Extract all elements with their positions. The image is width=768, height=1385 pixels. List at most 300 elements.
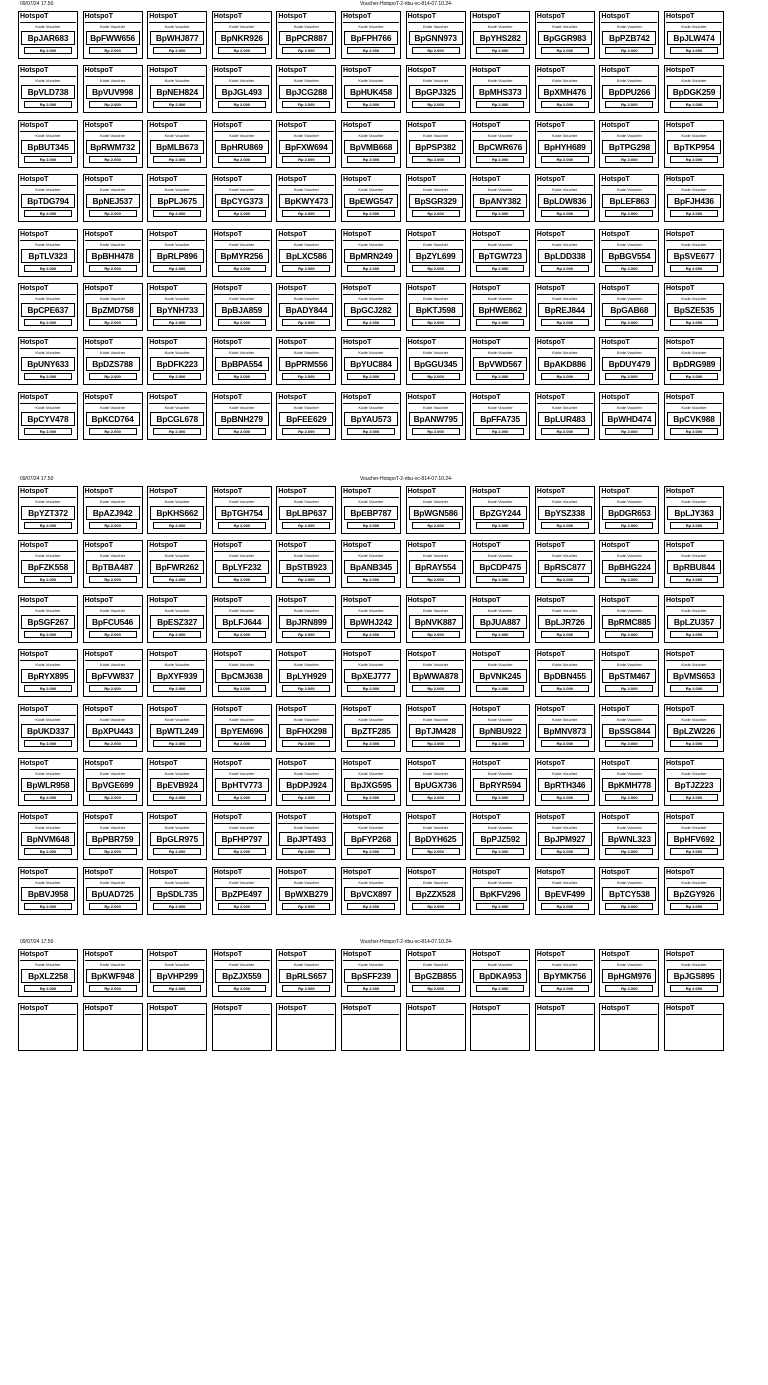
voucher-price: Rp 2.000 [89, 373, 137, 380]
voucher-code: BpJGS895 [667, 969, 721, 983]
voucher-label: Kode Voucher [487, 296, 513, 301]
voucher-card [406, 540, 466, 588]
voucher-label: Kode Voucher [487, 404, 513, 410]
voucher-code: BpZGY244 [473, 506, 527, 520]
voucher-code: BpLJR726 [538, 615, 592, 629]
voucher-label: Kode Voucher [229, 879, 255, 885]
voucher-card [599, 704, 659, 752]
voucher-code: BpUNY633 [21, 357, 75, 371]
voucher-card [535, 595, 595, 643]
voucher-brand: HotspoT [666, 813, 722, 824]
voucher-code: BpSSG844 [602, 724, 656, 738]
voucher-price: Rp 2.000 [412, 47, 460, 54]
voucher-code: BpFPH766 [344, 31, 398, 45]
voucher-label: Kode Voucher [100, 499, 126, 504]
voucher-label: Kode Voucher [358, 404, 384, 410]
voucher-brand: HotspoT [408, 175, 464, 186]
voucher-price: Rp 2.000 [24, 903, 72, 910]
voucher-card [212, 704, 272, 752]
voucher-brand: HotspoT [343, 596, 399, 607]
voucher-code: BpANW795 [409, 412, 463, 426]
voucher-code: BpXLZ258 [21, 969, 75, 983]
voucher-price: Rp 2.000 [153, 101, 201, 108]
voucher-brand: HotspoT [343, 705, 399, 716]
voucher-card [147, 229, 207, 277]
voucher-price: Rp 2.000 [670, 985, 718, 992]
voucher-price: Rp 2.000 [412, 265, 460, 272]
voucher-brand: HotspoT [85, 393, 141, 404]
voucher-code: BpXPU443 [86, 724, 140, 738]
voucher-price: Rp 2.000 [670, 210, 718, 217]
voucher-code: BpMNV873 [538, 724, 592, 738]
voucher-brand: HotspoT [408, 487, 464, 498]
voucher-brand: HotspoT [343, 1004, 399, 1015]
voucher-card [18, 486, 78, 534]
voucher-brand: HotspoT [278, 175, 334, 186]
voucher-code: BpHTV773 [215, 778, 269, 792]
voucher-price: Rp 2.000 [282, 265, 330, 272]
voucher-code: BpZYL699 [409, 249, 463, 263]
voucher-code: BpVWD567 [473, 357, 527, 371]
voucher-brand: HotspoT [408, 650, 464, 661]
voucher-code: BpLZW226 [667, 724, 721, 738]
voucher-card [664, 65, 724, 113]
voucher-price: Rp 2.000 [24, 685, 72, 692]
voucher-card [599, 337, 659, 385]
voucher-brand: HotspoT [472, 338, 528, 349]
voucher-brand: HotspoT [666, 650, 722, 661]
voucher-code: BpKWF948 [86, 969, 140, 983]
voucher-code: BpFYP268 [344, 832, 398, 846]
voucher-label: Kode Voucher [681, 825, 707, 831]
voucher-code: BpSGR329 [409, 194, 463, 208]
voucher-code: BpCPE637 [21, 303, 75, 317]
voucher-brand: HotspoT [20, 1004, 76, 1015]
voucher-brand: HotspoT [149, 650, 205, 661]
voucher-brand: HotspoT [278, 759, 334, 770]
voucher-brand: HotspoT [343, 12, 399, 23]
voucher-card [276, 174, 336, 222]
voucher-brand: HotspoT [601, 868, 657, 879]
voucher-brand: HotspoT [85, 1004, 141, 1015]
voucher-label: Kode Voucher [229, 187, 255, 193]
voucher-card [83, 337, 143, 385]
voucher-brand: HotspoT [408, 12, 464, 23]
voucher-label: Kode Voucher [164, 607, 190, 613]
voucher-label: Kode Voucher [35, 78, 61, 84]
voucher-card [18, 867, 78, 915]
voucher-code: BpWXB279 [279, 887, 333, 901]
voucher-label: Kode Voucher [293, 350, 319, 356]
voucher-label: Kode Voucher [229, 78, 255, 84]
voucher-brand: HotspoT [666, 338, 722, 349]
voucher-code: BpFVW837 [86, 669, 140, 683]
voucher-brand: HotspoT [408, 813, 464, 824]
voucher-brand: HotspoT [149, 541, 205, 552]
voucher-card [212, 174, 272, 222]
voucher-brand: HotspoT [278, 12, 334, 23]
voucher-label: Kode Voucher [293, 825, 319, 831]
voucher-label: Kode Voucher [552, 553, 578, 559]
voucher-card [276, 949, 336, 997]
voucher-price: Rp 2.000 [670, 794, 718, 801]
voucher-brand: HotspoT [408, 541, 464, 552]
voucher-brand: HotspoT [601, 338, 657, 349]
voucher-card [406, 867, 466, 915]
voucher-card [276, 392, 336, 440]
voucher-label: Kode Voucher [100, 350, 126, 356]
voucher-label: Kode Voucher [164, 187, 190, 193]
voucher-card [599, 867, 659, 915]
voucher-label: Kode Voucher [358, 187, 384, 193]
voucher-label: Kode Voucher [681, 716, 707, 722]
voucher-label: Kode Voucher [164, 825, 190, 831]
voucher-label: Kode Voucher [616, 962, 642, 967]
voucher-brand: HotspoT [278, 705, 334, 716]
voucher-code: BpANB345 [344, 560, 398, 574]
voucher-card [276, 649, 336, 697]
voucher-brand: HotspoT [343, 541, 399, 552]
voucher-price: Rp 2.000 [282, 985, 330, 992]
voucher-brand: HotspoT [601, 759, 657, 770]
voucher-card [212, 11, 272, 59]
voucher-brand: HotspoT [214, 759, 270, 770]
voucher-price: Rp 2.000 [412, 319, 460, 326]
voucher-price: Rp 2.000 [670, 319, 718, 326]
voucher-price: Rp 2.000 [605, 740, 653, 747]
voucher-code: BpNBU922 [473, 724, 527, 738]
voucher-code: BpGGR983 [538, 31, 592, 45]
voucher-card [535, 540, 595, 588]
voucher-label: Kode Voucher [423, 132, 449, 138]
voucher-code: BpHYH689 [538, 140, 592, 154]
voucher-card [406, 229, 466, 277]
voucher-price: Rp 2.000 [541, 319, 589, 326]
voucher-price: Rp 2.000 [476, 265, 524, 272]
voucher-brand: HotspoT [278, 813, 334, 824]
voucher-price: Rp 2.000 [24, 265, 72, 272]
voucher-brand: HotspoT [85, 230, 141, 241]
voucher-label: Kode Voucher [100, 662, 126, 668]
voucher-code: BpZJX559 [215, 969, 269, 983]
voucher-brand: HotspoT [214, 230, 270, 241]
voucher-card [341, 540, 401, 588]
voucher-label: Kode Voucher [293, 962, 319, 967]
voucher-brand: HotspoT [537, 230, 593, 241]
voucher-label: Kode Voucher [616, 499, 642, 504]
voucher-card [276, 11, 336, 59]
voucher-code: BpYNH733 [150, 303, 204, 317]
voucher-brand: HotspoT [472, 121, 528, 132]
voucher-price: Rp 2.000 [670, 631, 718, 638]
voucher-label: Kode Voucher [100, 716, 126, 722]
voucher-brand: HotspoT [537, 175, 593, 186]
voucher-label: Kode Voucher [358, 553, 384, 559]
voucher-code: BpFCU546 [86, 615, 140, 629]
print-date: 09/07/24 17.50 [20, 476, 54, 482]
voucher-price: Rp 2.000 [24, 210, 72, 217]
voucher-brand: HotspoT [666, 950, 722, 961]
voucher-label: Kode Voucher [423, 241, 449, 247]
voucher-brand: HotspoT [149, 284, 205, 295]
voucher-price: Rp 2.000 [347, 631, 395, 638]
voucher-label: Kode Voucher [358, 350, 384, 356]
voucher-label: Kode Voucher [358, 607, 384, 613]
voucher-label: Kode Voucher [681, 350, 707, 356]
voucher-card [341, 65, 401, 113]
voucher-brand: HotspoT [537, 338, 593, 349]
voucher-code: BpDPJ924 [279, 778, 333, 792]
voucher-card [276, 1003, 336, 1051]
voucher-card [599, 486, 659, 534]
voucher-code: BpYSZ338 [538, 506, 592, 520]
voucher-code: BpMHS373 [473, 85, 527, 99]
voucher-card [341, 1003, 401, 1051]
voucher-brand: HotspoT [20, 121, 76, 132]
voucher-card [535, 812, 595, 860]
voucher-label: Kode Voucher [35, 662, 61, 668]
voucher-label: Kode Voucher [616, 771, 642, 776]
voucher-card [18, 812, 78, 860]
voucher-brand: HotspoT [472, 868, 528, 879]
voucher-price: Rp 2.000 [541, 156, 589, 163]
voucher-card [147, 867, 207, 915]
voucher-code: BpNEH824 [150, 85, 204, 99]
voucher-price: Rp 2.000 [89, 848, 137, 855]
voucher-code: BpFWR262 [150, 560, 204, 574]
voucher-price: Rp 2.000 [218, 319, 266, 326]
voucher-label: Kode Voucher [681, 553, 707, 559]
voucher-code: BpYEM696 [215, 724, 269, 738]
voucher-code: BpLYH929 [279, 669, 333, 683]
voucher-code: BpTJM428 [409, 724, 463, 738]
voucher-code: BpEWG547 [344, 194, 398, 208]
voucher-code: BpBHG224 [602, 560, 656, 574]
voucher-card [599, 174, 659, 222]
voucher-brand: HotspoT [408, 121, 464, 132]
voucher-card [276, 229, 336, 277]
voucher-price: Rp 2.000 [89, 265, 137, 272]
voucher-brand: HotspoT [214, 66, 270, 77]
voucher-price: Rp 2.000 [89, 576, 137, 583]
voucher-card [599, 649, 659, 697]
voucher-code: BpWWA878 [409, 669, 463, 683]
voucher-brand: HotspoT [278, 868, 334, 879]
voucher-price: Rp 2.000 [605, 319, 653, 326]
voucher-price: Rp 2.000 [282, 101, 330, 108]
voucher-code: BpFFA735 [473, 412, 527, 426]
voucher-code: BpGZB855 [409, 969, 463, 983]
voucher-label: Kode Voucher [164, 241, 190, 247]
voucher-brand: HotspoT [149, 121, 205, 132]
voucher-brand: HotspoT [20, 596, 76, 607]
voucher-code: BpDPU266 [602, 85, 656, 99]
voucher-price: Rp 2.000 [89, 740, 137, 747]
voucher-price: Rp 2.000 [412, 101, 460, 108]
voucher-label: Kode Voucher [358, 716, 384, 722]
voucher-card [535, 392, 595, 440]
voucher-code: BpRAY554 [409, 560, 463, 574]
voucher-code: BpGLR975 [150, 832, 204, 846]
voucher-card [212, 1003, 272, 1051]
voucher-price: Rp 2.000 [24, 428, 72, 435]
voucher-label: Kode Voucher [616, 607, 642, 613]
voucher-card [212, 229, 272, 277]
voucher-price: Rp 2.000 [670, 101, 718, 108]
voucher-label: Kode Voucher [487, 607, 513, 613]
voucher-price: Rp 2.000 [605, 265, 653, 272]
voucher-card [470, 704, 530, 752]
voucher-brand: HotspoT [666, 1004, 722, 1015]
voucher-price: Rp 2.000 [282, 47, 330, 54]
voucher-price: Rp 2.000 [153, 685, 201, 692]
voucher-card [664, 867, 724, 915]
voucher-price: Rp 2.000 [347, 47, 395, 54]
voucher-label: Kode Voucher [423, 350, 449, 356]
voucher-code: BpWNL323 [602, 832, 656, 846]
voucher-price: Rp 2.000 [412, 210, 460, 217]
voucher-card [664, 758, 724, 806]
voucher-brand: HotspoT [278, 284, 334, 295]
voucher-card [83, 540, 143, 588]
voucher-label: Kode Voucher [164, 553, 190, 559]
voucher-brand: HotspoT [408, 950, 464, 961]
voucher-grid [18, 11, 718, 447]
voucher-card [535, 1003, 595, 1051]
voucher-card [83, 704, 143, 752]
voucher-label: Kode Voucher [616, 879, 642, 885]
voucher-label: Kode Voucher [681, 78, 707, 84]
voucher-brand: HotspoT [666, 12, 722, 23]
voucher-card [599, 758, 659, 806]
voucher-price: Rp 2.000 [670, 740, 718, 747]
voucher-code: BpFEE629 [279, 412, 333, 426]
voucher-card [664, 283, 724, 331]
voucher-label: Kode Voucher [35, 499, 61, 504]
voucher-card [470, 283, 530, 331]
voucher-card [599, 949, 659, 997]
voucher-brand: HotspoT [408, 66, 464, 77]
voucher-card [341, 486, 401, 534]
voucher-price: Rp 2.000 [476, 740, 524, 747]
voucher-brand: HotspoT [601, 284, 657, 295]
voucher-label: Kode Voucher [552, 962, 578, 967]
voucher-card [147, 540, 207, 588]
voucher-price: Rp 2.000 [476, 373, 524, 380]
voucher-brand: HotspoT [601, 66, 657, 77]
voucher-card [599, 392, 659, 440]
voucher-card [341, 283, 401, 331]
voucher-card [276, 65, 336, 113]
voucher-code: BpADY844 [279, 303, 333, 317]
voucher-card [406, 812, 466, 860]
voucher-code: BpYMK756 [538, 969, 592, 983]
voucher-brand: HotspoT [214, 950, 270, 961]
voucher-label: Kode Voucher [487, 553, 513, 559]
voucher-label: Kode Voucher [487, 187, 513, 193]
voucher-label: Kode Voucher [100, 553, 126, 559]
voucher-card [406, 758, 466, 806]
voucher-code: BpSFF239 [344, 969, 398, 983]
voucher-price: Rp 2.000 [541, 428, 589, 435]
voucher-card [276, 486, 336, 534]
voucher-label: Kode Voucher [681, 499, 707, 504]
voucher-card [212, 540, 272, 588]
voucher-brand: HotspoT [149, 868, 205, 879]
voucher-card [212, 812, 272, 860]
voucher-code: BpJPT493 [279, 832, 333, 846]
voucher-code: BpXYF939 [150, 669, 204, 683]
voucher-price: Rp 2.000 [89, 428, 137, 435]
voucher-price: Rp 2.000 [541, 47, 589, 54]
voucher-card [83, 486, 143, 534]
voucher-price: Rp 2.000 [412, 848, 460, 855]
voucher-price: Rp 2.000 [347, 576, 395, 583]
voucher-brand: HotspoT [20, 66, 76, 77]
voucher-price: Rp 2.000 [670, 428, 718, 435]
voucher-label: Kode Voucher [35, 296, 61, 301]
page-header [18, 938, 718, 947]
voucher-code: BpBVJ958 [21, 887, 75, 901]
voucher-brand: HotspoT [601, 813, 657, 824]
voucher-code: BpAKD886 [538, 357, 592, 371]
voucher-price: Rp 2.000 [24, 101, 72, 108]
voucher-price: Rp 2.000 [218, 576, 266, 583]
voucher-card [470, 867, 530, 915]
voucher-code: BpNVM648 [21, 832, 75, 846]
voucher-label: Kode Voucher [229, 553, 255, 559]
voucher-card [212, 392, 272, 440]
voucher-label: Kode Voucher [100, 78, 126, 84]
voucher-card [664, 1003, 724, 1051]
voucher-card [341, 174, 401, 222]
voucher-price: Rp 2.000 [476, 210, 524, 217]
voucher-card [83, 949, 143, 997]
voucher-label: Kode Voucher [423, 24, 449, 29]
voucher-price: Rp 2.000 [476, 319, 524, 326]
voucher-card [406, 11, 466, 59]
voucher-price: Rp 2.000 [282, 210, 330, 217]
voucher-label: Kode Voucher [293, 662, 319, 668]
voucher-label: Kode Voucher [358, 296, 384, 301]
voucher-label: Kode Voucher [681, 132, 707, 138]
voucher-brand: HotspoT [149, 950, 205, 961]
voucher-brand: HotspoT [149, 1004, 205, 1015]
voucher-card [535, 229, 595, 277]
voucher-price: Rp 2.000 [605, 522, 653, 529]
voucher-price: Rp 2.000 [282, 428, 330, 435]
voucher-label: Kode Voucher [358, 662, 384, 668]
voucher-card [276, 758, 336, 806]
voucher-price: Rp 2.000 [605, 101, 653, 108]
voucher-price: Rp 2.000 [153, 210, 201, 217]
voucher-card [83, 1003, 143, 1051]
voucher-price: Rp 2.000 [89, 985, 137, 992]
voucher-code: BpRLS657 [279, 969, 333, 983]
voucher-card [276, 812, 336, 860]
voucher-label: Kode Voucher [552, 825, 578, 831]
voucher-price: Rp 2.000 [153, 631, 201, 638]
voucher-code: BpDYH625 [409, 832, 463, 846]
voucher-code: BpRLP896 [150, 249, 204, 263]
voucher-label: Kode Voucher [35, 716, 61, 722]
voucher-card [664, 595, 724, 643]
voucher-card [535, 65, 595, 113]
voucher-code: BpYHS282 [473, 31, 527, 45]
voucher-price: Rp 2.000 [476, 903, 524, 910]
voucher-card [341, 867, 401, 915]
voucher-brand: HotspoT [20, 541, 76, 552]
